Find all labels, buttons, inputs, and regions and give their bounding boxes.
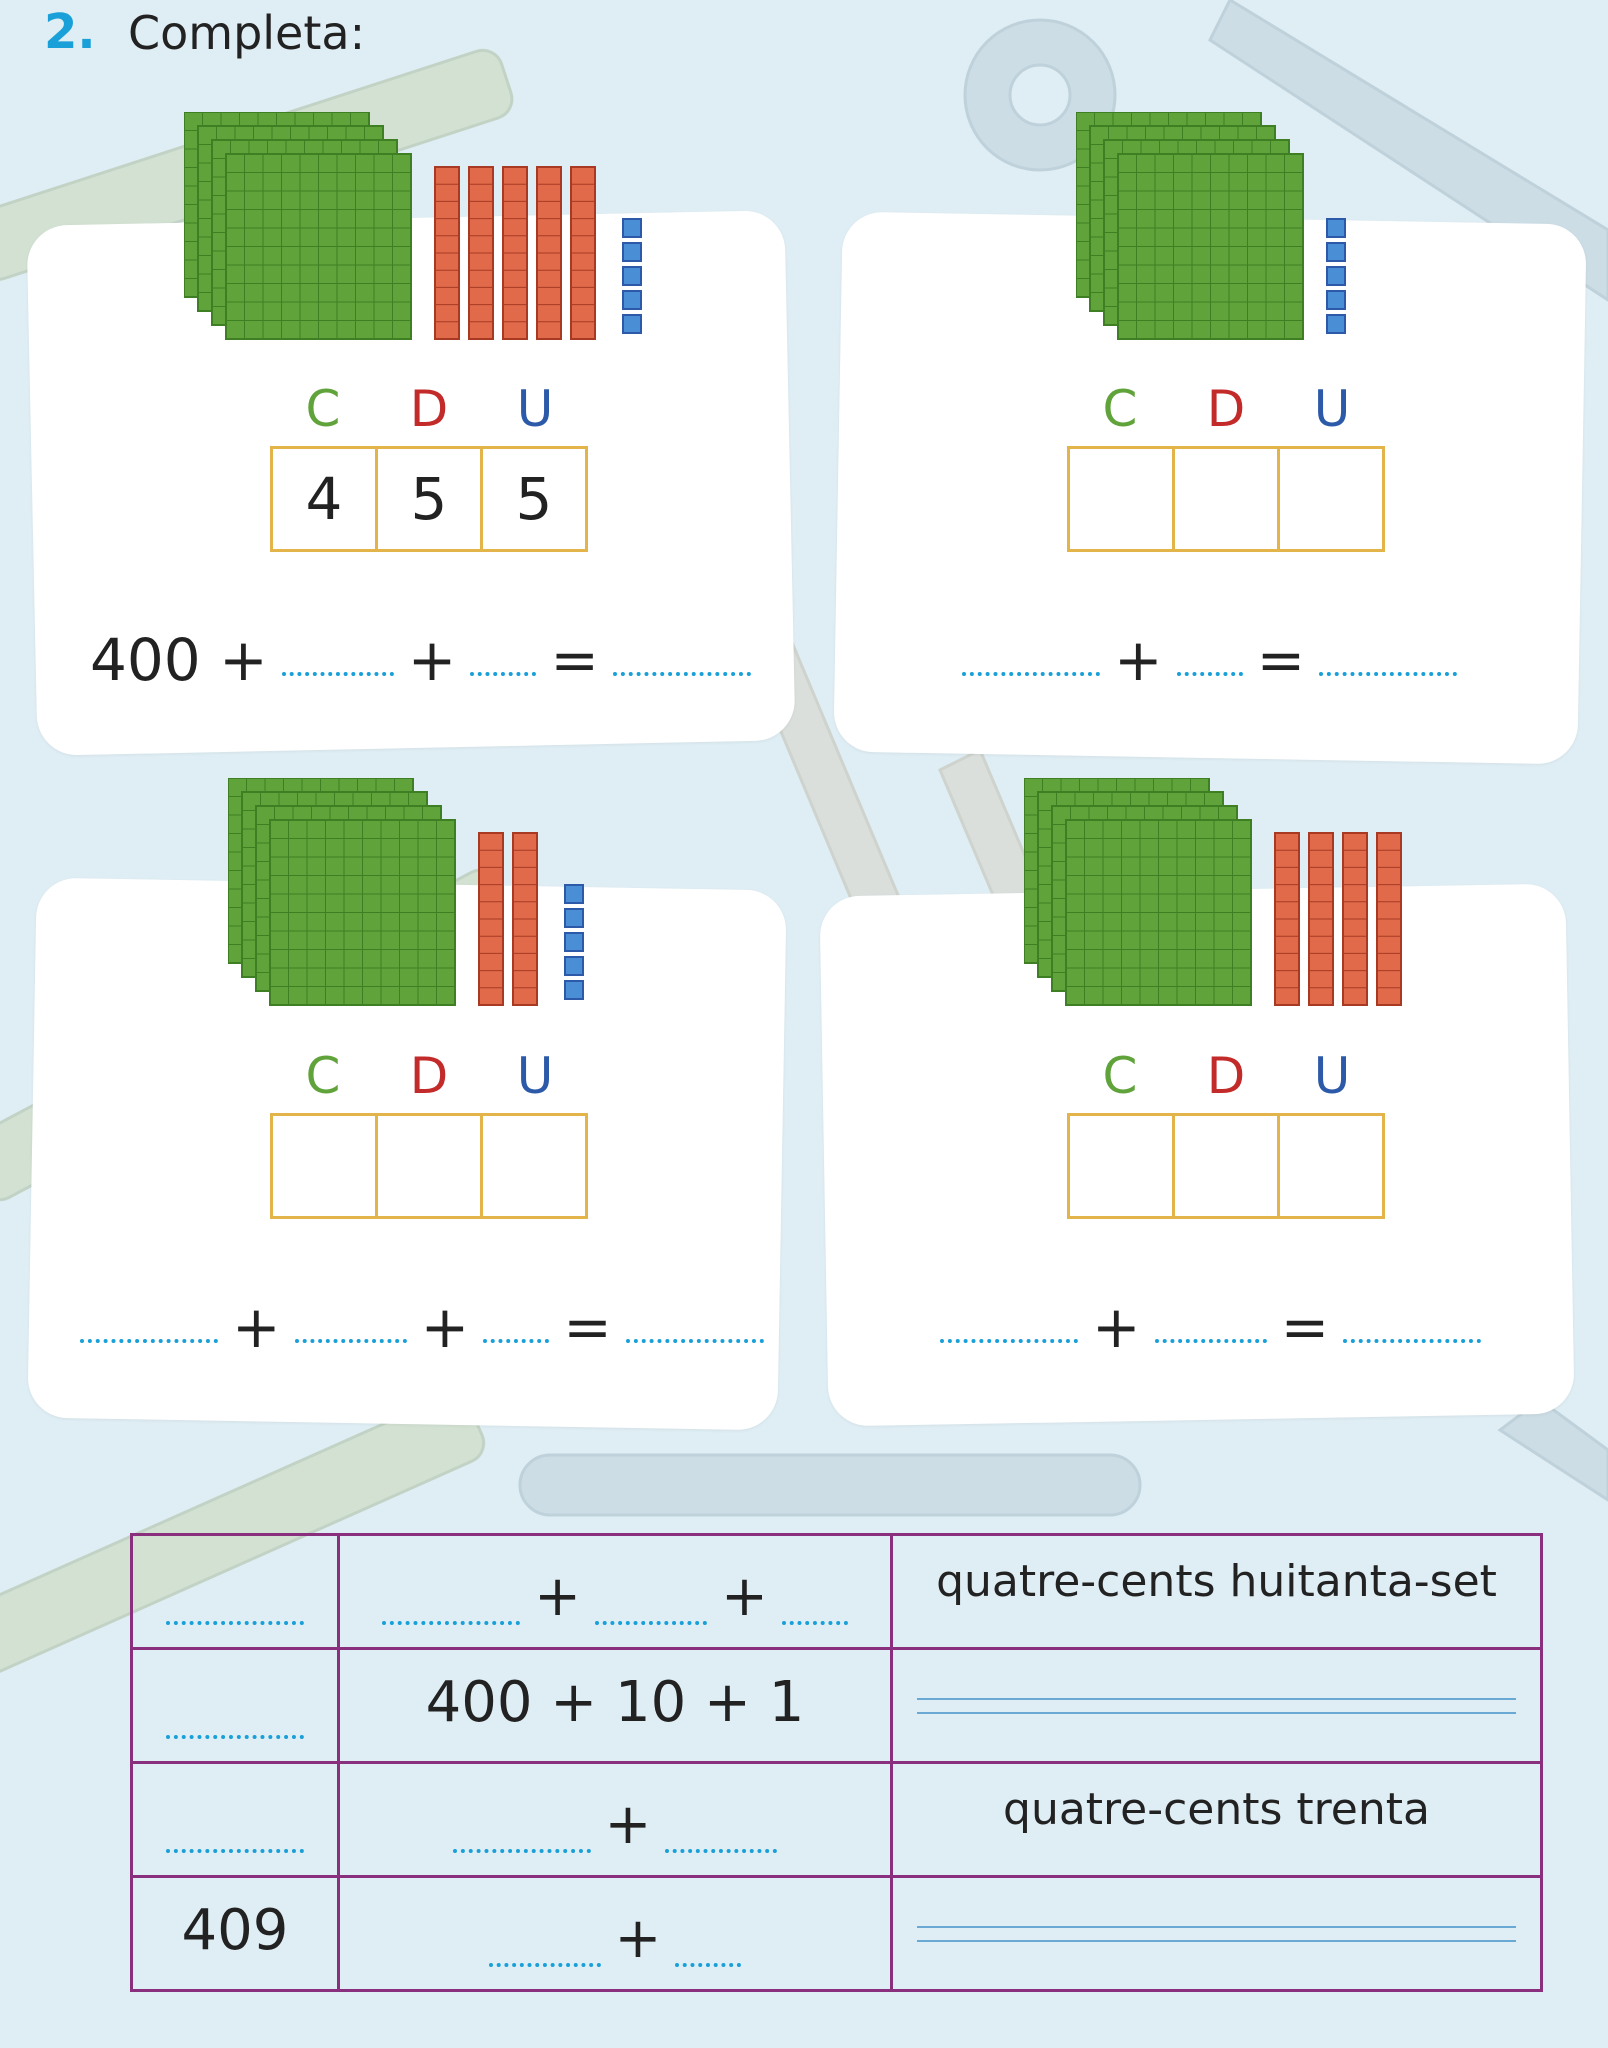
blank-tens[interactable] xyxy=(665,1849,777,1853)
ten-rod xyxy=(1377,833,1401,1005)
writing-lines[interactable] xyxy=(917,1926,1516,1942)
base-ten-blocks-card-1 xyxy=(184,112,684,362)
number-words: quatre-cents trenta xyxy=(1003,1784,1430,1835)
cdu-header-card-4 xyxy=(1067,1047,1385,1105)
blank-total[interactable] xyxy=(1343,1339,1481,1343)
hundred-flat xyxy=(270,820,455,1005)
base-ten-blocks-card-4 xyxy=(1024,778,1524,1028)
blank-number[interactable] xyxy=(166,1735,304,1739)
ten-rod xyxy=(571,167,595,339)
number-table xyxy=(130,1533,1543,1992)
place-value-grid-card-2 xyxy=(1067,446,1385,552)
number-cell xyxy=(132,1649,339,1763)
unit-cube xyxy=(565,933,583,951)
ten-rod xyxy=(1309,833,1333,1005)
units-header: U xyxy=(516,1047,554,1105)
hundreds-header: C xyxy=(1102,1047,1138,1105)
plus-sign: + xyxy=(614,1906,662,1971)
unit-cube xyxy=(1327,291,1345,309)
cdu-header-card-1 xyxy=(270,380,588,438)
units-header: U xyxy=(516,380,554,438)
ten-rod xyxy=(469,167,493,339)
hundreds-header: C xyxy=(1102,380,1138,438)
tens-cell[interactable] xyxy=(378,1116,483,1216)
equation-card-2 xyxy=(954,626,1465,694)
hundreds-cell[interactable] xyxy=(1070,449,1175,549)
decomposition-cell xyxy=(339,1877,892,1991)
equation-card-4 xyxy=(932,1293,1489,1361)
unit-cube xyxy=(1327,267,1345,285)
unit-cube xyxy=(623,219,641,237)
hundred-flat xyxy=(1118,154,1303,339)
words-cell xyxy=(892,1535,1542,1649)
hundreds-header: C xyxy=(305,380,341,438)
table-row xyxy=(132,1877,1542,1991)
cdu-header-card-2 xyxy=(1067,380,1385,438)
exercise-number: 2. xyxy=(44,4,96,60)
blank-units[interactable] xyxy=(483,1339,549,1343)
words-cell xyxy=(892,1877,1542,1991)
equation-card-3 xyxy=(72,1293,772,1361)
writing-lines[interactable] xyxy=(917,1698,1516,1714)
base-ten-blocks-card-3 xyxy=(228,778,728,1028)
blank-hundreds[interactable] xyxy=(489,1963,601,1967)
tens-cell[interactable] xyxy=(1175,1116,1280,1216)
ten-rod xyxy=(503,167,527,339)
unit-cube xyxy=(565,957,583,975)
decomposition-cell xyxy=(339,1649,892,1763)
number-cell xyxy=(132,1877,339,1991)
hundreds-cell[interactable] xyxy=(273,1116,378,1216)
blank-total[interactable] xyxy=(613,672,751,676)
blank-hundreds[interactable] xyxy=(453,1849,591,1853)
blank-number[interactable] xyxy=(166,1849,304,1853)
cdu-header-card-3 xyxy=(270,1047,588,1105)
ten-rod xyxy=(513,833,537,1005)
blank-units[interactable] xyxy=(470,672,536,676)
hundreds-cell[interactable]: 4 xyxy=(273,449,378,549)
equation-card-1 xyxy=(90,626,759,694)
exercise-title: Completa: xyxy=(128,6,366,60)
units-header: U xyxy=(1313,380,1351,438)
ten-rod xyxy=(1343,833,1367,1005)
hundred-flat xyxy=(1066,820,1251,1005)
number-cell xyxy=(132,1763,339,1877)
equals-sign: = xyxy=(1280,1293,1330,1361)
unit-cube xyxy=(1327,243,1345,261)
plus-sign: + xyxy=(420,1293,470,1361)
blank-hundreds[interactable] xyxy=(80,1339,218,1343)
units-cell[interactable]: 5 xyxy=(515,465,553,533)
tens-cell[interactable]: 5 xyxy=(378,449,483,549)
base-ten-blocks-card-2 xyxy=(1076,112,1576,362)
decomposition-text: 400 + 10 + 1 xyxy=(425,1670,805,1735)
hundreds-header: C xyxy=(305,1047,341,1105)
tens-header: D xyxy=(1206,380,1246,438)
plus-sign: + xyxy=(1092,1293,1141,1361)
number-cell xyxy=(132,1535,339,1649)
place-value-grid-card-3 xyxy=(270,1113,588,1219)
blank-units[interactable] xyxy=(782,1621,848,1625)
tens-cell[interactable] xyxy=(1175,449,1280,549)
plus-sign: + xyxy=(232,1293,281,1361)
place-value-grid-card-4 xyxy=(1067,1113,1385,1219)
equals-sign: = xyxy=(1256,626,1306,694)
blank-hundreds[interactable] xyxy=(940,1339,1078,1343)
tens-header: D xyxy=(1206,1047,1246,1105)
plus-sign: + xyxy=(721,1564,768,1629)
blank-number[interactable] xyxy=(166,1621,304,1625)
blank-tens[interactable] xyxy=(1155,1339,1267,1343)
words-cell xyxy=(892,1763,1542,1877)
ten-rod xyxy=(537,167,561,339)
table-row xyxy=(132,1649,1542,1763)
blank-hundreds[interactable] xyxy=(962,672,1100,676)
hundred-flat xyxy=(226,154,411,339)
units-cell[interactable] xyxy=(483,1116,585,1216)
equals-sign: = xyxy=(563,1293,612,1361)
plus-sign: + xyxy=(407,626,457,694)
blank-units[interactable] xyxy=(675,1963,741,1967)
unit-cube xyxy=(623,315,641,333)
ten-rod xyxy=(1275,833,1299,1005)
decomposition-cell xyxy=(339,1763,892,1877)
unit-cube xyxy=(623,243,641,261)
table-row xyxy=(132,1535,1542,1649)
unit-cube xyxy=(565,885,583,903)
blank-hundreds[interactable] xyxy=(382,1621,520,1625)
plus-sign: + xyxy=(1114,626,1163,694)
ten-rod xyxy=(435,167,459,339)
blank-tens[interactable] xyxy=(282,672,394,676)
unit-cube xyxy=(565,909,583,927)
unit-cube xyxy=(1327,219,1345,237)
words-cell xyxy=(892,1649,1542,1763)
blank-total[interactable] xyxy=(1319,672,1457,676)
decomposition-cell xyxy=(339,1535,892,1649)
number-words: quatre-cents huitanta-set xyxy=(936,1556,1497,1607)
units-cell[interactable] xyxy=(1280,1116,1382,1216)
blank-units[interactable] xyxy=(1177,672,1243,676)
equals-sign: = xyxy=(550,626,599,694)
unit-cube xyxy=(623,291,641,309)
number-value: 409 xyxy=(181,1898,289,1963)
blank-total[interactable] xyxy=(626,1339,764,1343)
units-header: U xyxy=(1313,1047,1351,1105)
ten-rod xyxy=(479,833,503,1005)
unit-cube xyxy=(565,981,583,999)
tens-header: D xyxy=(409,380,449,438)
tens-header: D xyxy=(409,1047,449,1105)
place-value-grid-card-1 xyxy=(270,446,588,552)
plus-sign: + xyxy=(534,1564,581,1629)
unit-cube xyxy=(623,267,641,285)
unit-cube xyxy=(1327,315,1345,333)
hundreds-cell[interactable] xyxy=(1070,1116,1175,1216)
table-row xyxy=(132,1763,1542,1877)
plus-sign: + xyxy=(604,1792,652,1857)
blank-tens[interactable] xyxy=(295,1339,407,1343)
units-cell[interactable] xyxy=(1280,449,1382,549)
equation-prefix: 400 + xyxy=(90,626,268,694)
blank-tens[interactable] xyxy=(595,1621,707,1625)
